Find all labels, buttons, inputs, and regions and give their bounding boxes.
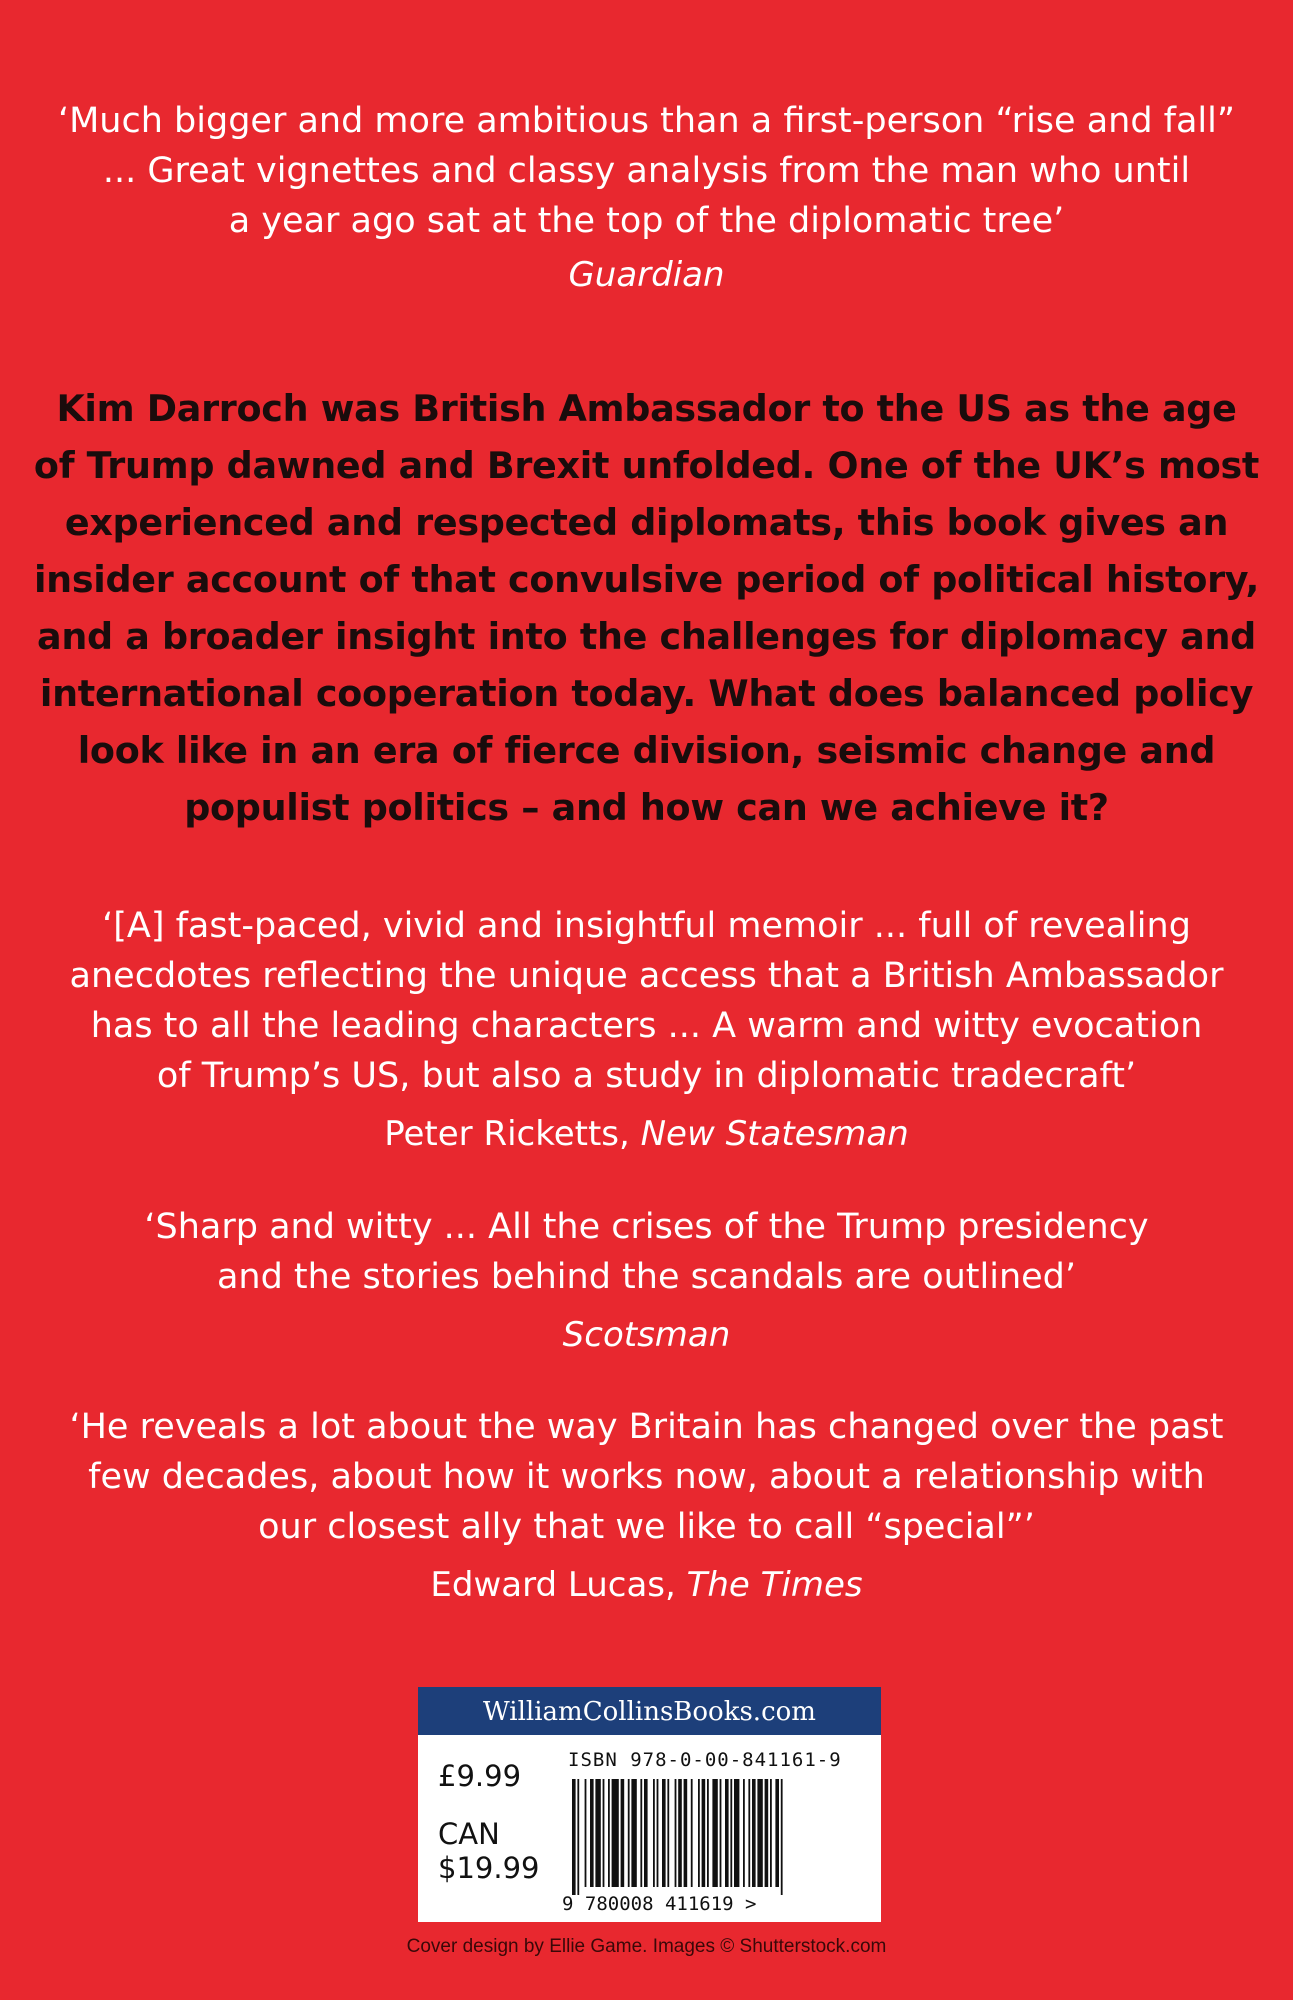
barcode-icon (558, 1779, 868, 1914)
source-author: Peter Ricketts, (384, 1114, 641, 1154)
barcode-digits: 9 780008 411619 > (562, 1893, 757, 1914)
quote-line: ‘[A] fast-paced, vivid and insightful memoir ... full of revealing (102, 906, 1191, 946)
quote-line: few decades, about how it works now, about a relationship with (88, 1457, 1205, 1497)
cover-credit: Cover design by Ellie Game. Images © Shutterstock.com (406, 1936, 887, 1957)
price-can-label: CAN (438, 1817, 500, 1851)
description-line: experienced and respected diplomats, this book gives an (64, 501, 1229, 544)
quote-source (0, 1109, 1293, 1159)
quote-line: ‘He reveals a lot about the way Britain has changed over the past (69, 1407, 1224, 1447)
price-uk: £9.99 (438, 1759, 522, 1793)
description-line: Kim Darroch was British Ambassador to the US as the age (56, 387, 1237, 430)
description-line: populist politics – and how can we achieve it? (184, 786, 1109, 829)
review-quote-the-times (0, 1402, 1293, 1610)
quote-line: ... Great vignettes and classy analysis from the man who until (102, 151, 1191, 191)
review-quote-guardian (0, 96, 1293, 300)
description-line: look like in an era of fierce division, seismic change and (77, 729, 1216, 772)
publisher-website: WilliamCollinsBooks.com (418, 1687, 881, 1735)
quote-line: ‘Much bigger and more ambitious than a first-person “rise and fall” (57, 101, 1236, 141)
quote-source: Scotsman (562, 1315, 731, 1355)
description-line: and a broader insight into the challenges for diplomacy and (36, 615, 1257, 658)
quote-line: anecdotes reflecting the unique access that a British Ambassador (69, 956, 1224, 996)
review-quote-scotsman (0, 1202, 1293, 1360)
quote-source (0, 1560, 1293, 1610)
quote-line: of Trump’s US, but also a study in diplomatic tradecraft’ (156, 1056, 1137, 1096)
description-line: insider account of that convulsive period of political history, (33, 558, 1260, 601)
quote-line: a year ago sat at the top of the diplomatic tree’ (228, 201, 1065, 241)
description-line: international cooperation today. What does balanced policy (39, 672, 1254, 715)
price-can: $19.99 (438, 1851, 540, 1885)
quote-source: Guardian (568, 255, 725, 295)
source-publication: The Times (686, 1565, 863, 1605)
barcode-box (418, 1687, 881, 1922)
quote-line: ‘Sharp and witty ... All the crises of the Trump presidency (144, 1207, 1149, 1247)
book-description (0, 380, 1293, 836)
description-line: of Trump dawned and Brexit unfolded. One of the UK’s most (33, 444, 1260, 487)
source-publication: New Statesman (640, 1114, 909, 1154)
quote-line: and the stories behind the scandals are outlined’ (216, 1257, 1077, 1297)
review-quote-new-statesman (0, 901, 1293, 1159)
quote-line: our closest ally that we like to call “special”’ (258, 1507, 1035, 1547)
source-author: Edward Lucas, (430, 1565, 687, 1605)
isbn-label: ISBN 978-0-00-841161-9 (568, 1749, 842, 1771)
quote-line: has to all the leading characters ... A warm and witty evocation (90, 1006, 1203, 1046)
